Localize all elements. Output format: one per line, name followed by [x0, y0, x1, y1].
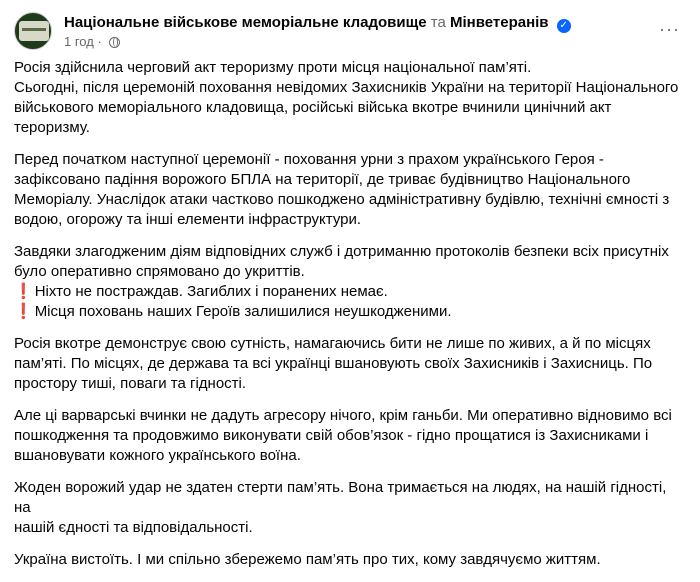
text-line: зафіксовано падіння ворожого БПЛА на території, де триває будівництво Національного: [14, 171, 631, 188]
text-line: тероризму.: [14, 119, 90, 136]
paragraph-1: [14, 58, 686, 138]
paragraph-5: [14, 406, 686, 466]
text-line: нашій єдності та відповідальності.: [14, 519, 253, 536]
post-time-link[interactable]: 1 год: [64, 34, 94, 49]
text-line: Жоден ворожий удар не здатен стерти пам’ять. Вона тримається на людях, на нашій гідності, на: [14, 479, 667, 516]
text-line: Україна вистоїть. І ми спільно збережемо пам’ять про тих, кому завдячуємо життям.: [14, 551, 601, 568]
exclamation-icon: ❗: [14, 303, 33, 320]
text-line: Ніхто не постраждав. Загиблих і поранених немає.: [34, 283, 388, 300]
text-line: Завдяки злагодженим діям відповідних служб і дотриманню протоколів безпеки всіх присутніх: [14, 243, 669, 260]
text-line: Меморіалу. Унаслідок атаки частково пошкоджено адміністративну будівлю, технічні ємності з: [14, 191, 670, 208]
text-line: Росія здійснила черговий акт тероризму проти місця національної пам’яті.: [14, 59, 532, 76]
text-line: Місця поховань наших Героїв залишилися неушкодженими.: [34, 303, 452, 320]
post-title: [64, 13, 571, 33]
text-line: Сьогодні, після церемоній поховання невідомих Захисників України на території Національного: [14, 79, 679, 96]
text-line: простору тиші, поваги та гідності.: [14, 375, 247, 392]
exclamation-icon: ❗: [14, 283, 33, 300]
verified-badge-icon: ✓: [557, 19, 571, 33]
post-meta: [64, 34, 120, 50]
text-line: пам’яті. По місцях, де держава та всі українці вшановують своїх Захисників і Захисниць. По: [14, 355, 653, 372]
meta-separator: ·: [97, 34, 102, 49]
text-line: вшановувати кожного українського воїна.: [14, 447, 301, 464]
text-line: Але ці варварські вчинки не дадуть агресору нічого, крім ганьби. Ми оперативно відновимо всі: [14, 407, 672, 424]
text-line: Перед початком наступної церемонії - поховання урни з прахом українського Героя -: [14, 151, 604, 168]
connector-text: та: [430, 14, 446, 31]
more-options-icon[interactable]: ···: [659, 19, 680, 39]
paragraph-4: [14, 334, 686, 394]
paragraph-6: [14, 478, 686, 538]
post-header: [14, 12, 686, 52]
text-line: військового меморіального кладовища, російські війська вкотре вчинили цинічний акт: [14, 99, 612, 116]
text-line: Росія вкотре демонструє свою сутність, намагаючись бити не лише по живих, а й по місцях: [14, 335, 651, 352]
paragraph-2: [14, 150, 686, 230]
text-line: було оперативно спрямовано до укриттів.: [14, 263, 305, 280]
text-line: пошкодження та продовжимо виконувати свій обов’язок - гідно прощатися із Захисниками і: [14, 427, 649, 444]
globe-icon: [109, 37, 120, 48]
page-avatar[interactable]: [14, 12, 52, 50]
paragraph-3: [14, 242, 686, 322]
post-body: [14, 58, 686, 582]
partner-name-link[interactable]: Мінветеранів: [450, 14, 549, 31]
page-name-link[interactable]: Національне військове меморіальне кладовище: [64, 14, 427, 31]
paragraph-7: [14, 550, 686, 570]
text-line: водою, огорожу та інші елементи інфраструктури.: [14, 211, 362, 228]
